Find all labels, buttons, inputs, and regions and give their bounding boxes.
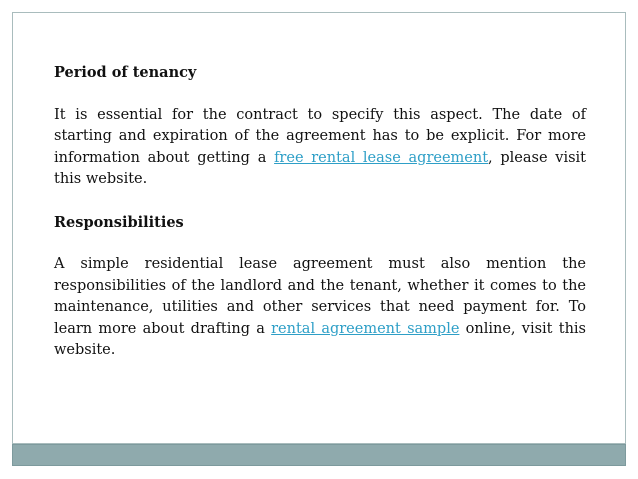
paragraph-text: A simple residential lease agreement must also mention the responsibilities of the landlord and the tenant, whether it comes to the maintenance, utilities and other services that need payment for. To learn more about drafting a <box>54 256 586 337</box>
heading-period-of-tenancy: Period of tenancy <box>54 64 197 81</box>
paragraph-text: It is essential for the contract to specify this aspect. The date of starting and expiration of the agreement has to be explicit. For more information about getting a <box>54 106 586 166</box>
heading-responsibilities: Responsibilities <box>54 213 184 231</box>
paragraph-text-end: online, visit this website. <box>54 320 586 358</box>
paragraph-text-end: , please visit this website. <box>54 149 586 187</box>
footer-bar <box>12 444 626 466</box>
paragraph-responsibilities <box>54 254 586 362</box>
paragraph-period-of-tenancy <box>54 105 586 191</box>
rental-agreement-sample-link[interactable]: rental agreement sample <box>271 320 460 337</box>
free-rental-lease-agreement-link[interactable]: free rental lease agreement <box>274 149 489 166</box>
slide-content <box>54 62 586 383</box>
